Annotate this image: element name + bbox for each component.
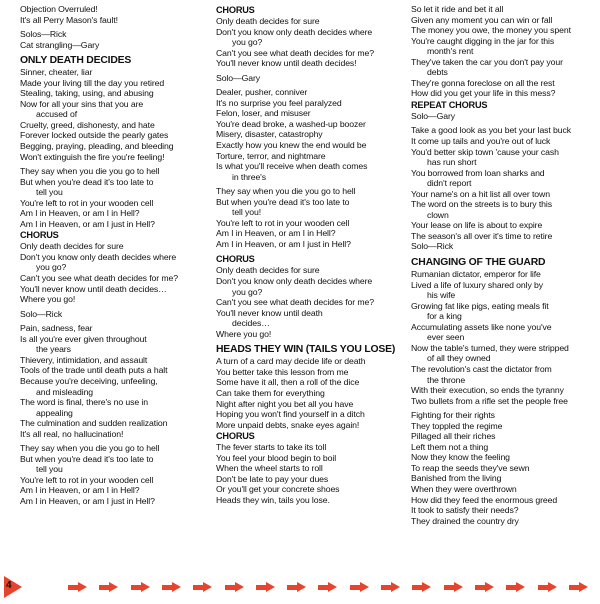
lyric-line: month's rent bbox=[427, 46, 474, 57]
lyric-line: Am I in Heaven, or am I in Hell? bbox=[20, 208, 140, 219]
lyric-line: Night after night you bet all you have bbox=[216, 398, 354, 409]
lyric-line: When they were overthrown bbox=[411, 483, 517, 494]
lyrics-column-3 bbox=[411, 4, 597, 526]
lyric-line: The season's all over it's time to retire bbox=[411, 230, 553, 241]
arrow-right-icon bbox=[350, 582, 370, 592]
section-heading: CHORUS bbox=[20, 230, 59, 241]
lyric-line: You're left to rot in your wooden cell bbox=[20, 474, 154, 485]
arrow-right-icon bbox=[131, 582, 151, 592]
lyric-line: Your name's on a hit list all over town bbox=[411, 188, 550, 199]
lyric-line: Forever locked outside the pearly gates bbox=[20, 130, 169, 141]
arrow-right-icon bbox=[506, 582, 526, 592]
lyric-line: Am I in Heaven, or am I in Hell? bbox=[216, 228, 336, 239]
lyric-line: The fever starts to take its toll bbox=[216, 442, 327, 453]
lyric-line: Solo—Rick bbox=[20, 308, 63, 319]
lyric-line: Begging, praying, pleading, and bleeding bbox=[20, 141, 174, 152]
lyric-line: You're left to rot in your wooden cell bbox=[20, 197, 154, 208]
section-heading: CHORUS bbox=[216, 254, 255, 265]
lyric-line: Only death decides for sure bbox=[20, 241, 124, 252]
lyric-line: Don't be late to pay your dues bbox=[216, 473, 329, 484]
lyric-line: You'd better skip town 'cause your cash bbox=[411, 146, 559, 157]
lyric-line: Solo—Gary bbox=[411, 110, 456, 121]
lyric-line: Where you go! bbox=[20, 294, 76, 305]
lyric-line: You'll never know until death decides… bbox=[20, 283, 167, 294]
lyric-line: tell you bbox=[36, 464, 63, 475]
lyric-line: Misery, disaster, catastrophy bbox=[216, 129, 323, 140]
lyric-line: How did they feed the enormous greed bbox=[411, 494, 558, 505]
lyric-line: Now they know the feeling bbox=[411, 452, 510, 463]
section-heading: CHORUS bbox=[216, 431, 255, 442]
lyric-line: But when you're dead it's too late to bbox=[20, 176, 154, 187]
lyric-line: Is all you're ever given throughout bbox=[20, 333, 147, 344]
lyric-line: You better take this lesson from me bbox=[216, 366, 349, 377]
lyric-line: Given any moment you can win or fall bbox=[411, 14, 553, 25]
lyric-line: But when you're dead it's too late to bbox=[216, 196, 350, 207]
lyric-line: Solos—Rick bbox=[20, 29, 67, 40]
lyric-line: A turn of a card may decide life or death bbox=[216, 356, 366, 367]
lyric-line: you go? bbox=[232, 37, 263, 48]
lyric-line: Pillaged all their riches bbox=[411, 431, 496, 442]
lyric-line: Can't you see what death decides for me? bbox=[216, 47, 374, 58]
lyric-line: Rumanian dictator, emperor for life bbox=[411, 269, 541, 280]
lyric-line: Two bullets from a rifle set the people free bbox=[411, 395, 568, 406]
lyric-line: You're left to rot in your wooden cell bbox=[216, 217, 350, 228]
lyric-line: They drained the country dry bbox=[411, 515, 519, 526]
arrow-right-icon bbox=[444, 582, 464, 592]
lyric-line: Am I in Heaven, or am I just in Hell? bbox=[20, 495, 155, 506]
arrow-right-icon bbox=[193, 582, 213, 592]
lyric-line: in three's bbox=[232, 171, 266, 182]
arrow-right-icon bbox=[538, 582, 558, 592]
lyric-line: Am I in Heaven, or am I in Hell? bbox=[20, 485, 140, 496]
lyric-line: of all they owned bbox=[427, 353, 491, 364]
lyric-line: The revolution's cast the dictator from bbox=[411, 363, 552, 374]
lyric-line: Tools of the trade until death puts a halt bbox=[20, 365, 168, 376]
lyrics-column-2 bbox=[216, 4, 400, 505]
lyric-line: his wife bbox=[427, 290, 456, 301]
lyric-line: Exactly how you knew the end would be bbox=[216, 140, 367, 151]
lyric-line: Cat strangling—Gary bbox=[20, 39, 100, 50]
lyric-line: Or you'll get your concrete shoes bbox=[216, 484, 340, 495]
arrow-right-icon bbox=[68, 582, 88, 592]
lyric-line: Only death decides for sure bbox=[216, 265, 320, 276]
lyric-line: With their execution, so ends the tyranny bbox=[411, 385, 564, 396]
lyric-line: They toppled the regime bbox=[411, 420, 503, 431]
lyric-line: Can't you see what death decides for me? bbox=[216, 297, 374, 308]
lyric-line: tell you bbox=[36, 187, 63, 198]
lyric-line: It's all real, no hallucination! bbox=[20, 428, 124, 439]
lyric-line: You feel your blood begin to boil bbox=[216, 452, 337, 463]
lyric-line: accused of bbox=[36, 109, 78, 120]
arrow-right-icon bbox=[225, 582, 245, 592]
lyric-line: To reap the seeds they've sewn bbox=[411, 462, 530, 473]
lyrics-column-1 bbox=[20, 4, 200, 507]
lyric-line: Some have it all, then a roll of the dice bbox=[216, 377, 360, 388]
lyric-line: They're gonna foreclose on all the rest bbox=[411, 77, 555, 88]
lyric-line: Can't you see what death decides for me? bbox=[20, 273, 178, 284]
lyric-line: you go? bbox=[232, 286, 263, 297]
lyric-line: decides… bbox=[232, 318, 270, 329]
arrow-right-icon bbox=[475, 582, 495, 592]
lyric-line: They say when you die you go to hell bbox=[216, 186, 356, 197]
section-heading: CHORUS bbox=[216, 5, 255, 15]
lyric-line: But when you're dead it's too late to bbox=[20, 453, 154, 464]
lyric-line: Now the table's turned, they were stripped bbox=[411, 342, 569, 353]
lyric-line: Sinner, cheater, liar bbox=[20, 67, 93, 78]
lyric-line: Pain, sadness, fear bbox=[20, 323, 93, 334]
lyric-line: Heads they win, tails you lose. bbox=[216, 494, 330, 505]
lyric-line: Am I in Heaven, or am I just in Hell? bbox=[216, 238, 351, 249]
arrow-right-icon bbox=[162, 582, 182, 592]
lyric-line: Now for all your sins that you are bbox=[20, 98, 144, 109]
lyric-line: Won't extinguish the fire you're feeling! bbox=[20, 151, 165, 162]
lyric-line: Don't you know only death decides where bbox=[216, 276, 373, 287]
page-number: 4 bbox=[6, 580, 12, 591]
lyric-line: tell you! bbox=[232, 207, 262, 218]
lyric-line: It's no surprise you feel paralyzed bbox=[216, 97, 342, 108]
lyric-line: ever seen bbox=[427, 332, 465, 343]
lyric-line: So let it ride and bet it all bbox=[411, 4, 504, 14]
lyric-line: The word on the streets is to bury this bbox=[411, 199, 552, 210]
lyric-line: Dealer, pusher, conniver bbox=[216, 87, 308, 98]
lyric-line: Growing fat like pigs, eating meals fit bbox=[411, 300, 549, 311]
lyric-line: clown bbox=[427, 209, 449, 220]
lyric-line: Thievery, intimidation, and assault bbox=[20, 354, 148, 365]
lyric-line: More unpaid debts, snake eyes again! bbox=[216, 419, 360, 430]
arrow-right-icon bbox=[569, 582, 589, 592]
lyric-line: Your lease on life is about to expire bbox=[411, 220, 543, 231]
lyric-line: You'll never know until death decides! bbox=[216, 58, 357, 69]
lyric-line: Don't you know only death decides where bbox=[20, 251, 177, 262]
lyric-line: Left them not a thing bbox=[411, 441, 489, 452]
lyric-line: Accumulating assets like none you've bbox=[411, 321, 552, 332]
lyric-line: has run short bbox=[427, 157, 477, 168]
lyric-line: It's all Perry Mason's fault! bbox=[20, 14, 118, 25]
lyric-line: Because you're deceiving, unfeeling, bbox=[20, 375, 158, 386]
arrow-right-icon bbox=[318, 582, 338, 592]
lyric-line: Torture, terror, and nightmare bbox=[216, 150, 326, 161]
lyric-line: for a king bbox=[427, 311, 462, 322]
lyric-line: When the wheel starts to roll bbox=[216, 463, 323, 474]
lyric-line: Banished from the living bbox=[411, 473, 502, 484]
lyric-line: Is what you'll receive when death comes bbox=[216, 161, 368, 172]
lyric-line: They've taken the car you don't pay your bbox=[411, 56, 563, 67]
lyric-line: They say when you die you go to hell bbox=[20, 166, 160, 177]
page-footer bbox=[0, 574, 600, 600]
lyric-line: You're dead broke, a washed-up boozer bbox=[216, 118, 366, 129]
lyric-line: Take a good look as you bet your last buck bbox=[411, 125, 571, 136]
lyric-line: Objection Overruled! bbox=[20, 4, 98, 14]
lyric-line: didn't report bbox=[427, 178, 472, 189]
lyric-line: You borrowed from loan sharks and bbox=[411, 167, 545, 178]
lyric-line: They say when you die you go to hell bbox=[20, 443, 160, 454]
lyric-line: Can take them for everything bbox=[216, 387, 325, 398]
lyric-line: Lived a life of luxury shared only by bbox=[411, 279, 543, 290]
lyric-line: Felon, loser, and misuser bbox=[216, 108, 311, 119]
arrow-right-icon bbox=[381, 582, 401, 592]
lyric-line: Made your living till the day you retired bbox=[20, 77, 165, 88]
lyric-line: The money you owe, the money you spent bbox=[411, 25, 571, 36]
arrow-right-icon bbox=[256, 582, 276, 592]
lyric-line: How did you get your life in this mess? bbox=[411, 88, 556, 99]
lyric-line: the throne bbox=[427, 374, 466, 385]
lyric-line: and misleading bbox=[36, 386, 94, 397]
lyric-line: Where you go! bbox=[216, 328, 272, 339]
lyric-line: debts bbox=[427, 67, 448, 78]
song-title: HEADS THEY WIN (TAILS YOU LOSE) bbox=[216, 344, 396, 356]
lyric-line: Don't you know only death decides where bbox=[216, 26, 373, 37]
lyric-line: The culmination and sudden realization bbox=[20, 418, 168, 429]
song-title: ONLY DEATH DECIDES bbox=[20, 55, 132, 67]
lyric-line: appealing bbox=[36, 407, 73, 418]
lyric-line: The word is final, there's no use in bbox=[20, 397, 148, 408]
lyric-line: You're caught digging in the jar for this bbox=[411, 35, 555, 46]
lyric-line: the years bbox=[36, 344, 71, 355]
lyric-line: Only death decides for sure bbox=[216, 16, 320, 26]
lyric-line: Solo—Rick bbox=[411, 241, 454, 252]
lyric-line: You'll never know until death bbox=[216, 307, 323, 318]
lyric-line: Cruelty, greed, dishonesty, and hate bbox=[20, 119, 155, 130]
song-title: CHANGING OF THE GUARD bbox=[411, 257, 546, 269]
lyric-line: It come up tails and you're out of luck bbox=[411, 136, 551, 147]
lyric-line: Hoping you won't find yourself in a ditch bbox=[216, 409, 365, 420]
arrow-right-icon bbox=[99, 582, 119, 592]
lyric-line: It took to satisfy their needs? bbox=[411, 505, 519, 516]
lyric-line: Fighting for their rights bbox=[411, 410, 495, 421]
lyric-line: Solo—Gary bbox=[216, 72, 261, 83]
lyric-line: you go? bbox=[36, 262, 67, 273]
lyric-line: Stealing, taking, using, and abusing bbox=[20, 88, 154, 99]
lyric-line: Am I in Heaven, or am I just in Hell? bbox=[20, 218, 155, 229]
arrow-right-icon bbox=[412, 582, 432, 592]
arrow-right-icon bbox=[287, 582, 307, 592]
section-heading: REPEAT CHORUS bbox=[411, 99, 488, 110]
